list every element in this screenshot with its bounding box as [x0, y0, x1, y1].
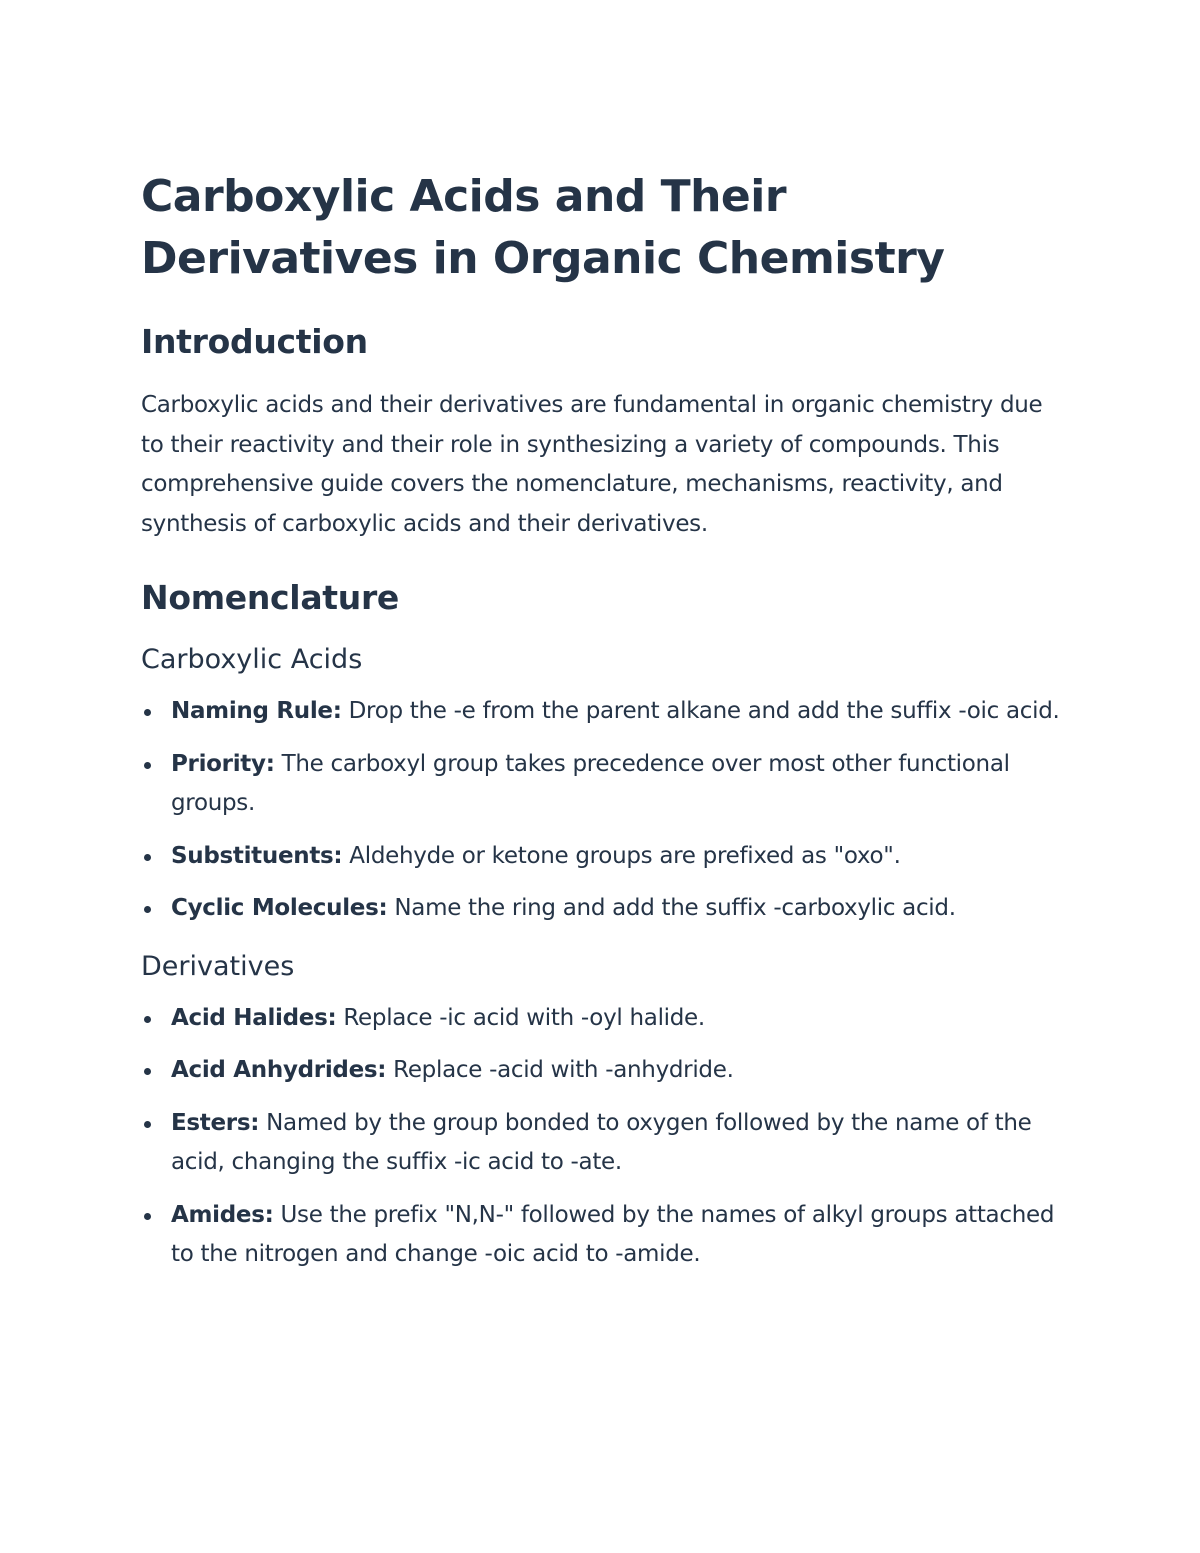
list-item-term: Priority:	[171, 750, 275, 777]
list-item	[141, 692, 1061, 732]
list-item-text: Replace -ic acid with -oyl halide.	[336, 1004, 705, 1031]
document-page	[141, 166, 1061, 1288]
list-item-text: The carboxyl group takes precedence over most other functional groups.	[171, 750, 1010, 816]
document-title: Carboxylic Acids and Their Derivatives in Organic Chemistry	[141, 171, 945, 284]
list-item	[141, 837, 1061, 877]
list-item	[141, 745, 1061, 824]
nomenclature-heading: Nomenclature	[141, 578, 400, 617]
list-item-term: Substituents:	[171, 842, 343, 869]
introduction-heading: Introduction	[141, 322, 368, 361]
list-item	[141, 999, 1061, 1039]
list-item-text: Name the ring and add the suffix -carboxylic acid.	[387, 895, 956, 921]
introduction-paragraph: Carboxylic acids and their derivatives are fundamental in organic chemistry due to their reactivity and their role in synthesizing a variety of compounds. This comprehensive guide covers the nomenclature, mechanisms, reactivity, and synthesis of carboxylic acids and their derivatives.	[141, 392, 1043, 537]
derivatives-list	[141, 999, 1061, 1275]
list-item-text: Named by the group bonded to oxygen followed by the name of the acid, changing the suffix -ic acid to -ate.	[171, 1109, 1032, 1175]
list-item	[141, 1051, 1061, 1091]
list-item-text: Aldehyde or ketone groups are prefixed as "oxo".	[342, 842, 901, 869]
list-item	[141, 1104, 1061, 1183]
list-item-term: Amides:	[171, 1201, 274, 1228]
list-item	[141, 1196, 1061, 1275]
carboxylic-acids-subheading: Carboxylic Acids	[141, 644, 363, 675]
list-item-term: Esters:	[171, 1109, 260, 1136]
list-item-term: Acid Anhydrides:	[171, 1057, 387, 1083]
derivatives-subheading: Derivatives	[141, 950, 295, 982]
list-item-text: Drop the -e from the parent alkane and add the suffix -oic acid.	[341, 698, 1060, 724]
list-item-term: Acid Halides:	[171, 1004, 337, 1031]
list-item-term: Cyclic Molecules:	[171, 895, 388, 921]
list-item	[141, 889, 1061, 929]
carboxylic-acids-list	[141, 692, 1061, 929]
list-item-text: Replace -acid with -anhydride.	[386, 1057, 734, 1083]
list-item-term: Naming Rule:	[171, 698, 342, 724]
list-item-text: Use the prefix "N,N-" followed by the names of alkyl groups attached to the nitrogen and change -oic acid to -amide.	[171, 1201, 1055, 1267]
